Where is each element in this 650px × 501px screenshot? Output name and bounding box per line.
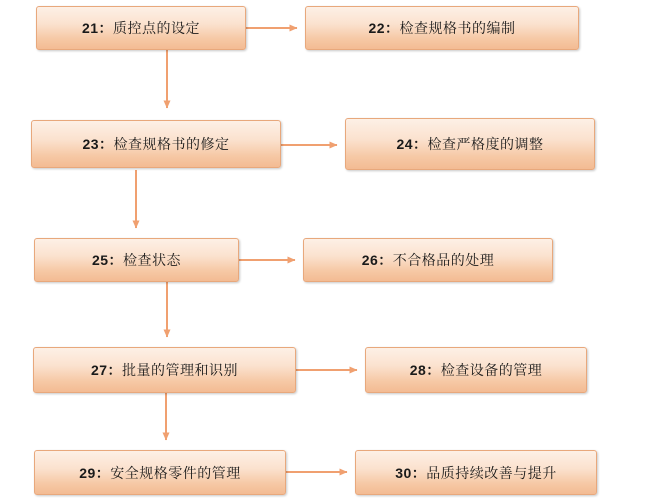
flow-node-26[interactable]: [303, 238, 553, 282]
flow-node-28[interactable]: [365, 347, 587, 393]
flow-node-27-label: 批量的管理和识别: [122, 362, 239, 378]
flow-node-22-number: 22：: [368, 20, 400, 36]
flow-node-30[interactable]: [355, 450, 597, 495]
flow-node-28-label: 检查设备的管理: [440, 362, 543, 378]
flow-node-29-number: 29：: [79, 464, 111, 481]
flow-node-22-label: 检查规格书的编制: [399, 20, 516, 36]
flow-node-23-label: 检查规格书的修定: [113, 136, 230, 152]
flow-node-21-label: 质控点的设定: [113, 20, 201, 36]
flow-node-25-number: 25：: [91, 252, 124, 268]
flow-node-24-label: 检查严格度的调整: [427, 136, 544, 152]
flow-node-30-number: 30：: [395, 464, 427, 481]
flow-node-26-number: 26：: [361, 252, 393, 268]
flow-node-25-label: 检查状态: [123, 252, 182, 268]
flow-node-24-number: 24：: [396, 136, 428, 152]
flow-node-21-number: 21：: [81, 20, 114, 36]
flow-node-25[interactable]: [34, 238, 239, 282]
flow-node-21[interactable]: [36, 6, 246, 50]
flow-node-24[interactable]: [345, 118, 595, 170]
flow-node-30-label: 品质持续改善与提升: [426, 464, 557, 481]
flow-node-27[interactable]: [33, 347, 296, 393]
flow-node-28-number: 28：: [409, 362, 441, 378]
flow-node-29[interactable]: [34, 450, 286, 495]
flow-node-22[interactable]: [305, 6, 579, 50]
flow-node-29-label: 安全规格零件的管理: [110, 464, 241, 481]
flow-node-23[interactable]: [31, 120, 281, 168]
flow-node-23-number: 23：: [82, 136, 114, 152]
flow-node-26-label: 不合格品的处理: [392, 252, 495, 268]
flow-node-27-number: 27：: [90, 362, 123, 378]
